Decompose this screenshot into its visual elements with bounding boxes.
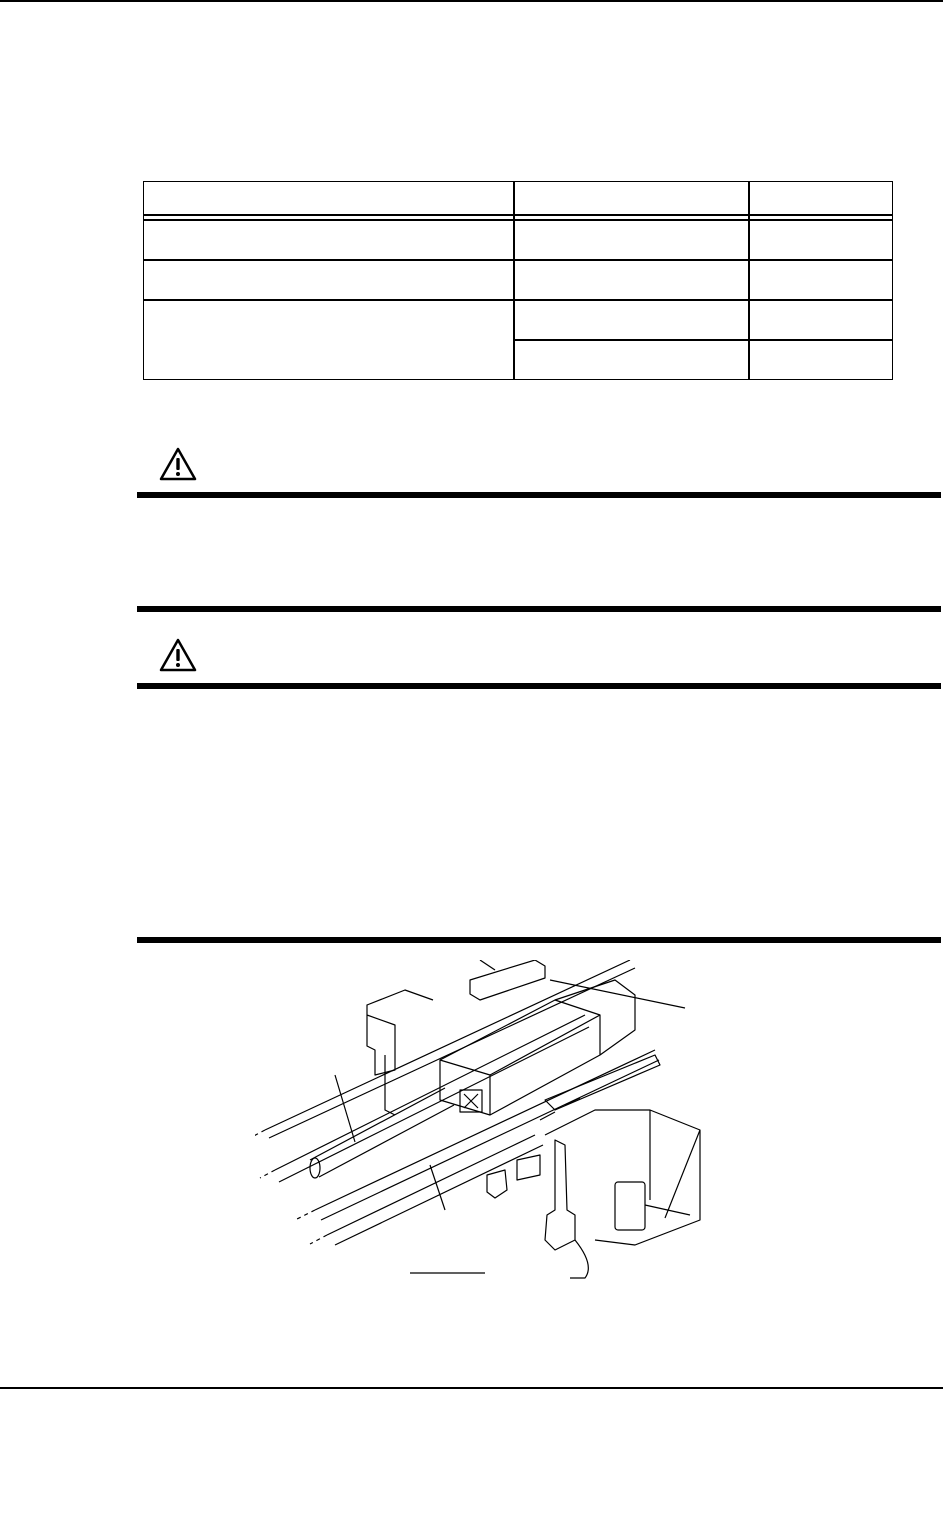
table-row-divider (144, 299, 892, 301)
footer-rule (0, 1387, 943, 1389)
header-rule (0, 0, 943, 2)
table-header-rule (144, 214, 892, 216)
warning-rule (137, 492, 941, 498)
warning-triangle-icon (159, 638, 197, 672)
table-row-divider (144, 259, 892, 261)
spec-table (143, 181, 893, 380)
warning-rule (137, 683, 941, 689)
table-col-divider (513, 182, 515, 379)
table-col-divider (748, 182, 750, 379)
mechanical-assembly-drawing (255, 960, 725, 1530)
table-row-divider (513, 339, 892, 341)
table-header-rule-double (144, 219, 892, 221)
warning-triangle-icon (159, 447, 197, 481)
warning-rule (137, 937, 941, 943)
warning-rule (137, 606, 941, 612)
